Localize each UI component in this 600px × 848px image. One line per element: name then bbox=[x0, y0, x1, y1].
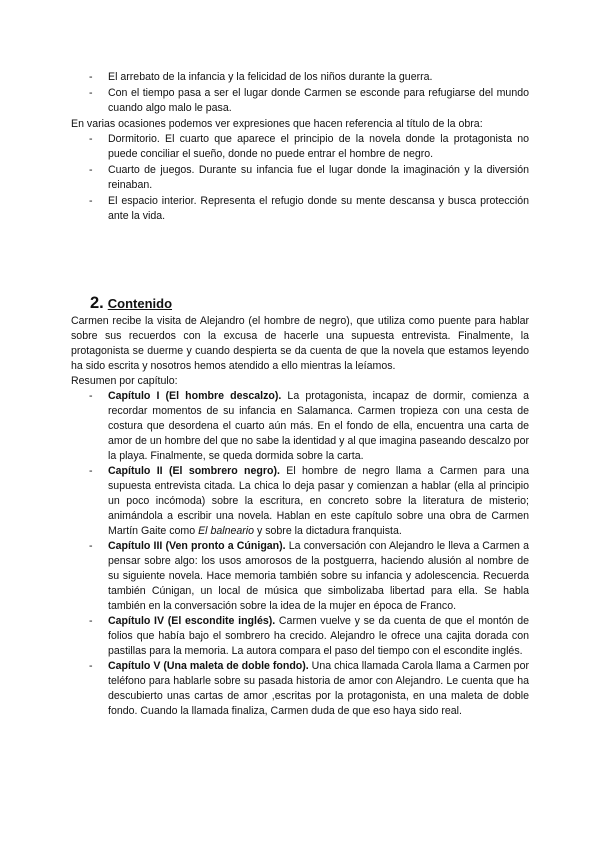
chapter-text: La protagonista, incapaz de dormir, comienza a recordar momentos de su infancia en Salamanca. Carmen tropieza con una cesta de costura que desordena el cuarto aún más. En el fondo de ella, encuentra una carta de amor de un hombre del que no sabe la identidad y al que imagina paseando descalzo por la playa. Finalmente, se queda dormida sobre la carta. bbox=[108, 390, 529, 462]
intro-paragraph: En varias ocasiones podemos ver expresiones que hacen referencia al título de la obra: bbox=[71, 118, 483, 130]
chapter-title: Capítulo V (Una maleta de doble fondo). bbox=[108, 660, 309, 672]
chapter-item bbox=[71, 659, 529, 719]
list-item: - Dormitorio. El cuarto que aparece el principio de la novela donde la protagonista no puede conciliar el sueño, donde no puede entrar el hombre de negro. bbox=[71, 132, 529, 162]
title-references-list bbox=[71, 132, 529, 224]
chapter-summary-list bbox=[71, 389, 529, 719]
section-heading bbox=[71, 296, 529, 311]
section-number: 2. bbox=[90, 294, 104, 312]
summary-label: Resumen por capítulo: bbox=[71, 375, 178, 387]
chapter-title: Capítulo III (Ven pronto a Cúnigan). bbox=[108, 540, 286, 552]
chapter-item bbox=[71, 614, 529, 659]
list-item: - El arrebato de la infancia y la felicidad de los niños durante la guerra. bbox=[71, 70, 529, 85]
page-content bbox=[71, 70, 529, 719]
list-item: - Con el tiempo pasa a ser el lugar donde Carmen se esconde para refugiarse del mundo cuando algo malo le pasa. bbox=[71, 86, 529, 116]
list-item: - Cuarto de juegos. Durante su infancia fue el lugar donde la imaginación y la diversión reinaban. bbox=[71, 163, 529, 193]
list-item: - El espacio interior. Representa el refugio donde su mente descansa y busca protección ante la vida. bbox=[71, 194, 529, 224]
section-title: Contenido bbox=[107, 296, 173, 311]
chapter-title: Capítulo IV (El escondite inglés). bbox=[108, 615, 276, 627]
chapter-text: Carmen vuelve y se da cuenta de que el montón de folios que había bajo el sombrero ha crecido. Alejandro le ofrece una cajita dorada con pastillas para la memoria. La autora compara el paso del tiempo con el escondite inglés. bbox=[108, 615, 529, 657]
intro-list bbox=[71, 70, 529, 116]
book-title: El balneario bbox=[198, 525, 255, 537]
chapter-item bbox=[71, 389, 529, 464]
chapter-text: Una chica llamada Carola llama a Carmen por teléfono para hablarle sobre su pasada historia de amor con Alejandro. Le cuenta que ha descubierto unas cartas de amor ,escritas por la protagonista, en una maleta de doble fondo. Cuando la llamada finaliza, Carmen duda de que eso haya sido real. bbox=[108, 660, 529, 717]
chapter-text: El hombre de negro llama a Carmen para una supuesta entrevista citada. La chica lo deja pasar y comienzan a hablar (ella al principio un poco incómoda) sobre la escritura, en concreto sobre la literatura de misterio; animándola a escribir una novela. Hablan en este capítulo sobre una obra de Carmen Martín Gaite como bbox=[108, 465, 529, 537]
chapter-item bbox=[71, 539, 529, 614]
chapter-text: La conversación con Alejandro le lleva a Carmen a pensar sobre algo: los usos amorosos de la postguerra, haciendo alusión al nombre de su siguiente novela. Hace memoria también sobre su infancia y adolescencia. Recuerda también Cúnigan, un local de música que simbolizaba libertad para ella. Se habla también en la conversación sobre la idea de la mujer en época de Franco. bbox=[108, 540, 529, 612]
chapter-title: Capítulo I (El hombre descalzo). bbox=[108, 390, 282, 402]
chapter-title: Capítulo II (El sombrero negro). bbox=[108, 465, 280, 477]
chapter-item bbox=[71, 464, 529, 539]
chapter-text: y sobre la dictadura franquista. bbox=[254, 525, 402, 537]
section-paragraph: Carmen recibe la visita de Alejandro (el hombre de negro), que utiliza como puente para hablar sobre sus recuerdos con la excusa de hacerle una supuesta entrevista. Finalmente, la protagonista se duerme y cuando despierta se da cuenta de que la novela que estamos leyendo ha sido escrita y nosotros hemos atendido a ello mientras la leíamos. bbox=[71, 315, 529, 372]
